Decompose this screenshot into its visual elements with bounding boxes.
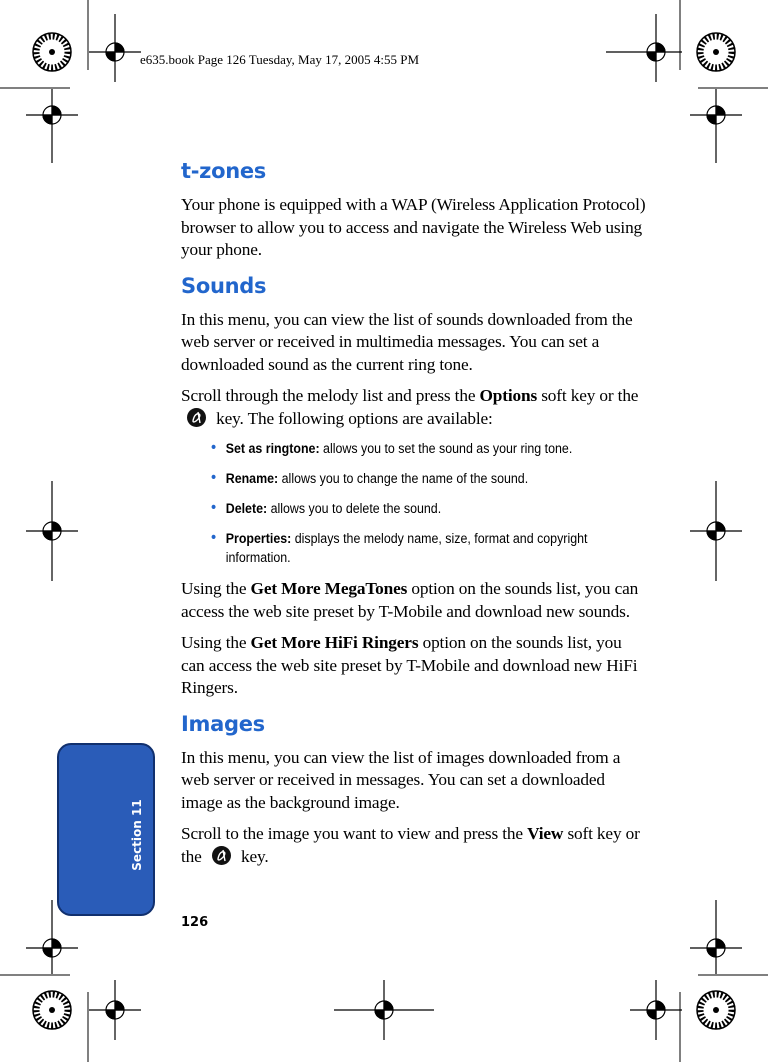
images-heading: Images	[181, 711, 265, 736]
bullet-icon: •	[211, 469, 217, 486]
tzones-body: Your phone is equipped with a WAP (Wireless Application Protocol) browser to allow you to access and navigate the Wireless Web using your phone.	[181, 195, 646, 259]
sounds-heading: Sounds	[181, 273, 267, 298]
bullet-icon: •	[211, 499, 217, 516]
images-instructions: Scroll to the image you want to view and press the View soft key or the key.	[181, 824, 640, 866]
list-item: • Set as ringtone: allows you to set the sound as your ring tone.	[211, 439, 573, 456]
page-number: 126	[181, 915, 209, 930]
sounds-intro: In this menu, you can view the list of sounds downloaded from the web server or received in multimedia messages. You can set a downloaded sound as the current ring tone.	[181, 309, 633, 374]
print-header: e635.book Page 126 Tuesday, May 17, 2005 4:55 PM	[140, 52, 420, 67]
ok-key-icon	[212, 846, 231, 865]
page-content	[181, 156, 646, 877]
bullet-icon: •	[211, 529, 217, 546]
sound-options-list	[181, 439, 646, 567]
bullet-icon: •	[211, 439, 217, 456]
list-item: • Rename: allows you to change the name of the sound.	[211, 469, 529, 486]
list-item: • Delete: allows you to delete the sound.	[211, 499, 442, 516]
hifi-ringers-paragraph: Using the Get More HiFi Ringers option on the sounds list, you can access the web site preset by T-Mobile and download new HiFi Ringers.	[181, 633, 638, 697]
section-tab-label: Section 11	[130, 799, 144, 871]
tzones-heading: t-zones	[181, 159, 266, 183]
sounds-instructions: Scroll through the melody list and press the Options soft key or the key. The following options are available:	[181, 386, 639, 428]
megatones-paragraph: Using the Get More MegaTones option on the sounds list, you can access the web site preset by T-Mobile and download new sounds.	[181, 579, 639, 621]
view-softkey-label: View	[527, 824, 564, 843]
images-intro: In this menu, you can view the list of images downloaded from a web server or received in messages. You can set a downloaded image as the background image.	[181, 747, 621, 812]
ok-key-icon	[187, 408, 206, 427]
options-softkey-label: Options	[479, 386, 538, 405]
list-item: • Properties: displays the melody name, size, format and copyright information.	[211, 529, 588, 565]
